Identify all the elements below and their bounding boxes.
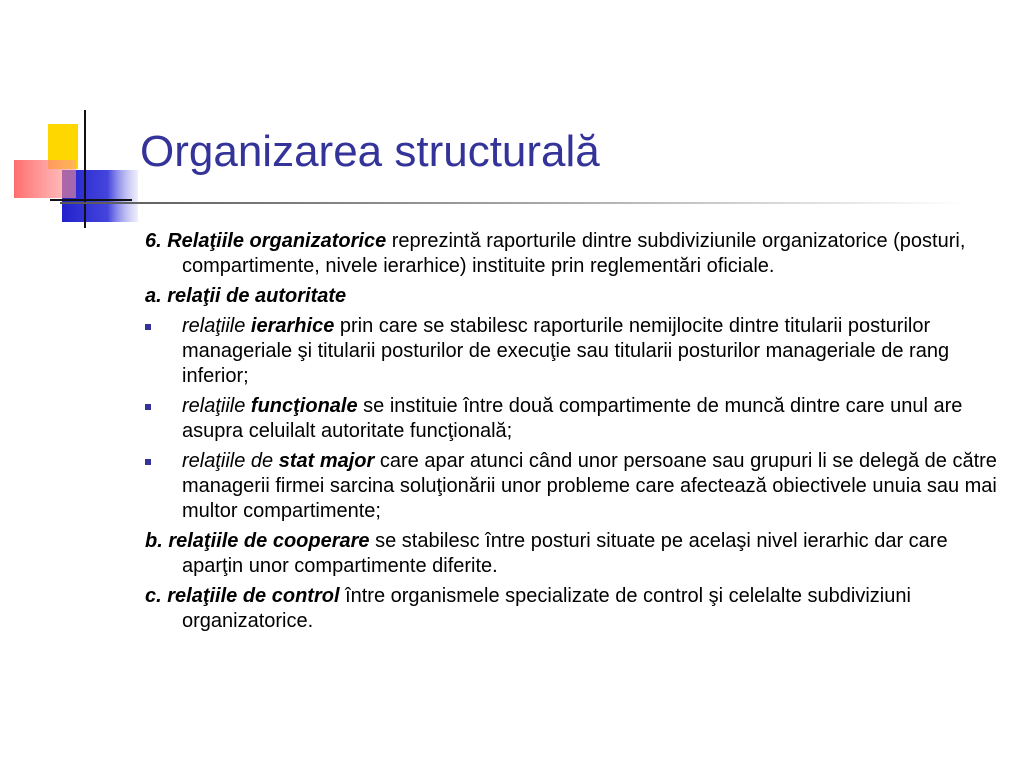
bullet-prefix: relaţiile [182,395,251,417]
paragraph-relatiile-de-cooperare [145,529,1010,579]
bullet-term: stat major [278,450,375,472]
title-divider [60,202,965,204]
paragraph-text: între organismele specializate de control şi celelalte subdiviziuni organizatorice. [182,585,911,632]
bullet-prefix: relaţiile [182,315,251,337]
bullet-text: care apar atunci când unor persoane sau grupuri li se delegă de către managerii firmei sarcina soluţionării unor probleme care afectează obiectivele unuia sau mai multor compartimente; [182,450,997,522]
paragraph-text: reprezintă raporturile dintre subdiviziunile organizatorice (posturi, compartimente, nivele ierarhice) instituite prin reglementări oficiale. [182,230,966,277]
paragraph-relatiile-de-control [145,584,1010,634]
paragraph-text: se stabilesc între posturi situate pe acelaşi nivel ierarhic dar care aparţin unor compartimente diferite. [182,530,948,577]
bullet-item-stat-major [145,449,1010,524]
square-bullet-icon [145,459,151,465]
bullet-term: ierarhice [250,315,335,337]
paragraph-relatiile-organizatorice [145,229,1010,279]
square-bullet-icon [145,404,151,410]
paragraph-lead: c. relaţiile de control [145,585,340,607]
slide-body [145,229,1010,639]
decorative-corner-graphic [0,0,140,240]
bullet-item-ierarhice [145,314,1010,389]
paragraph-lead: b. relaţiile de cooperare [145,530,370,552]
square-bullet-icon [145,324,151,330]
bullet-text: prin care se stabilesc raporturile nemijlocite dintre titularii posturilor manageriale şi titularii posturilor de execuţie sau titularii posturilor manageriale de rang inferior; [182,315,950,387]
paragraph-lead: 6. Relaţiile organizatorice [145,230,387,252]
slide-title: Organizarea structurală [140,127,600,176]
bullet-prefix: relaţiile de [182,450,279,472]
deco-red-square [14,160,76,198]
section-heading: a. relaţii de autoritate [145,285,347,307]
bullet-term: funcţionale [250,395,358,417]
bullet-item-functionale [145,394,1010,444]
paragraph-relatii-de-autoritate [145,284,1010,309]
bullet-text: se instituie între două compartimente de muncă dintre care unul are asupra celuilalt autoritate funcţională; [182,395,963,442]
